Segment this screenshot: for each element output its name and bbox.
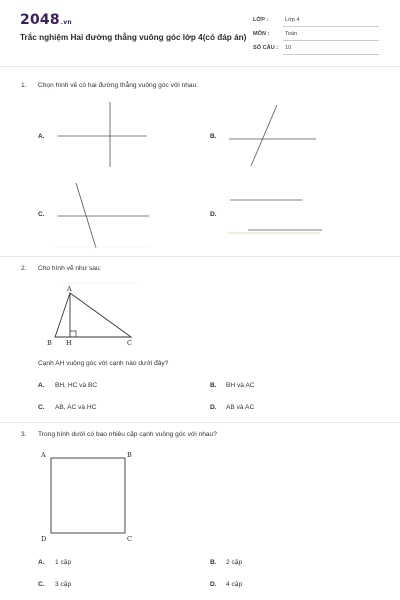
q3-option-a-label[interactable]: A.: [38, 559, 45, 566]
logo-text: 2048: [20, 12, 60, 28]
question-3-number: 3.: [21, 431, 27, 438]
q2-option-c-text[interactable]: AB, AC và HC: [55, 404, 97, 411]
question-3-text: Trong hình dưới có bao nhiêu cặp cạnh vuông góc với nhau?: [38, 431, 217, 438]
q2-option-a-text[interactable]: BH, HC và BC: [55, 382, 98, 389]
q2-option-b-text[interactable]: BH và AC: [226, 382, 255, 389]
q1-option-b-label[interactable]: B.: [210, 133, 217, 140]
q2-option-a-label[interactable]: A.: [38, 382, 45, 389]
meta-label-class: LỚP :: [253, 17, 269, 23]
question-2-subtext: Cạnh AH vuông góc với cạnh nào dưới đây?: [38, 360, 169, 367]
q3-option-b-text[interactable]: 2 cặp: [226, 559, 243, 566]
q2-option-d-text[interactable]: AB và AC: [226, 404, 255, 411]
q3-option-b-label[interactable]: B.: [210, 559, 217, 566]
meta-label-subject: MÔN :: [253, 31, 270, 37]
logo-suffix: .vn: [60, 19, 72, 26]
meta-label-count: SỐ CÂU :: [253, 45, 279, 51]
q3-label-c: C: [127, 535, 132, 543]
q2-option-d-label[interactable]: D.: [210, 404, 217, 411]
q3-option-c-label[interactable]: C.: [38, 581, 45, 588]
q2-option-c-label[interactable]: C.: [38, 404, 45, 411]
question-2-number: 2.: [21, 265, 27, 272]
q1-option-a-label[interactable]: A.: [38, 133, 45, 140]
q3-label-b: B: [127, 451, 132, 459]
q2-label-h: H: [66, 339, 72, 347]
meta-value-count: 10: [285, 45, 292, 51]
q3-option-d-label[interactable]: D.: [210, 581, 217, 588]
question-1-number: 1.: [21, 82, 27, 89]
q2-label-b: B: [47, 339, 52, 347]
q3-label-d: D: [41, 535, 47, 543]
q3-option-d-text[interactable]: 4 cặp: [226, 581, 243, 588]
question-2-text: Cho hình vẽ như sau:: [38, 265, 102, 272]
page-title: Trắc nghiệm Hai đường thẳng vuông góc lớp 4(có đáp án): [20, 33, 247, 42]
q3-label-a: A: [41, 451, 46, 459]
q1-option-c-label[interactable]: C.: [38, 211, 45, 218]
question-1-text: Chọn hình vẽ có hai đường thẳng vuông góc với nhau:: [38, 82, 199, 89]
q2-label-a: A: [67, 285, 72, 293]
meta-value-class: Lớp 4: [285, 17, 300, 23]
q2-label-c: C: [127, 339, 132, 347]
q2-option-b-label[interactable]: B.: [210, 382, 217, 389]
q3-option-a-text[interactable]: 1 cặp: [55, 559, 72, 566]
q1-option-d-label[interactable]: D.: [210, 211, 217, 218]
meta-value-subject: Toán: [285, 31, 298, 37]
q3-option-c-text[interactable]: 3 cặp: [55, 581, 72, 588]
